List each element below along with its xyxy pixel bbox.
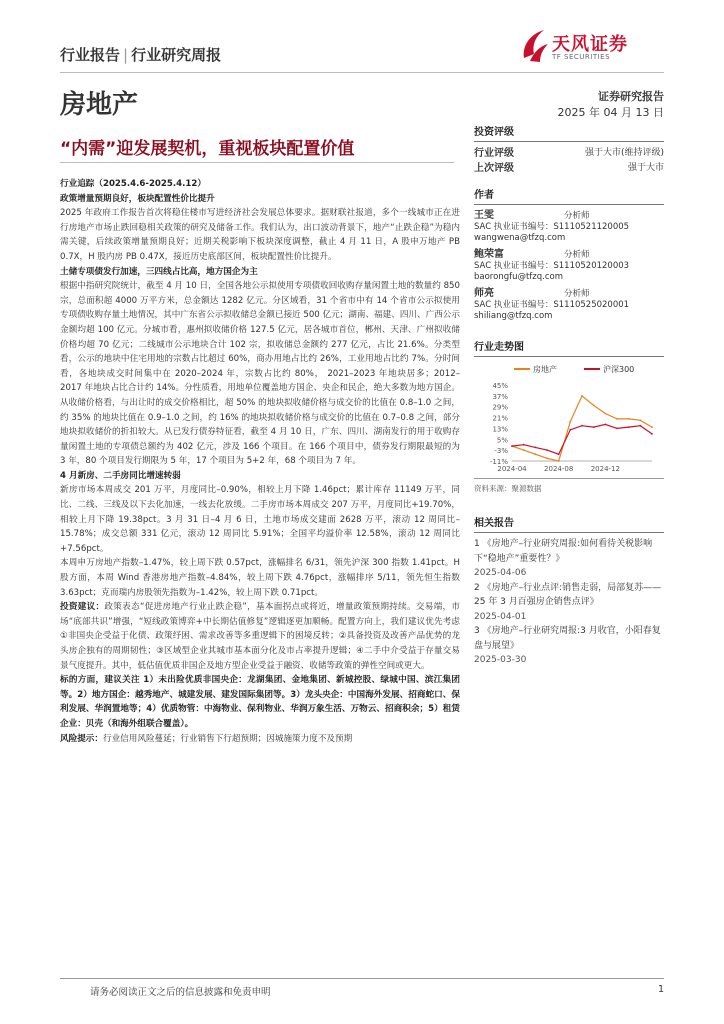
header-divider (60, 72, 664, 73)
related-report-item[interactable] (474, 537, 664, 581)
data-point (546, 449, 548, 451)
x-tick-label: 2024-08 (544, 465, 574, 473)
trend-section (474, 338, 664, 494)
data-point (569, 421, 571, 423)
author-card (474, 249, 664, 283)
rating-value: 强于大市(维持评级) (584, 148, 664, 158)
data-point (616, 428, 618, 430)
data-point (534, 447, 536, 449)
chart-source: 资料来源：聚源数据 (474, 484, 542, 493)
rating-label: 上次评级 (474, 163, 514, 174)
data-point (534, 453, 536, 455)
y-tick-label: 5% (496, 436, 508, 445)
related-report-title[interactable]: 3 《房地产–行业研究周报:3 月收官，小阳春复盘与展望》 (474, 626, 661, 651)
report-type-label: 行业报告 (60, 46, 121, 64)
y-tick-label: 21% (492, 414, 508, 423)
related-heading: 相关报告 (474, 514, 664, 533)
y-tick-label: 29% (492, 403, 508, 412)
related-report-date: 2025-03-30 (474, 655, 527, 665)
data-point (523, 444, 525, 446)
data-point (604, 424, 606, 426)
related-report-title[interactable]: 2 《房地产–行业点评:销售走弱，局部复苏——25 年 3 月百强房企销售点评》 (474, 582, 662, 607)
authors-heading: 作者 (474, 186, 664, 205)
related-report-title[interactable]: 1 《房地产–行业研究周报:如何看待关税影响下“稳地产”重要性？》 (474, 539, 653, 564)
body-paragraph (60, 600, 460, 673)
body-paragraph: 4 月新房、二手房同比增速转弱 (60, 470, 181, 481)
author-card (474, 288, 664, 322)
paragraph-text: 政策表态“促进房地产行业止跌企稳”，基本面拐点或将近，增量政策预期持续。交易端，市场“底部共识”增强，“短线政策博弈+中长期估值修复”逻辑逐更加顺畅。配置方向上，我们建议优先考虑①非国央企受益于化债、政策纾困、需求改善等多重逻辑下的困境反转；②具备投资及改善产品优势的龙头房企独有的周期韧性；③区域型企业其城市基本面分化及市占率提升逻辑；④二手中介受益于存量交易景气度提升。其中，低估值优质非国企及地方型企业受益于融资、收储等政策的弹性空间或更大。 (60, 602, 460, 671)
report-category (60, 44, 221, 65)
rating-value: 强于大市 (627, 163, 664, 173)
related-section (474, 514, 664, 668)
x-tick-label: 2024-12 (590, 465, 620, 473)
title-divider (60, 162, 454, 163)
body-paragraph: 根据中指研究院统计，截至 4 月 10 日，全国各地公示拟使用专项债收回收购存量闲置土地的数量约 850 宗，总面积超 4000 万平方米，总金额达 1282 亿元。分区域看，31 个省市中有 14 个省市公示拟使用专项债收购存量土地情况，其中广东省公示拟收储总金额已接近 500 亿元；湖南、福建、四川、广西公示金额均超 100 亿元。分城市看，惠州拟收储价格 127.5 亿元，居各城市首位，郴州、天津、广州拟收储价格均超 70 亿元；二线城市公示地块合计 102 宗，拟收储总金额约 277 亿元，占比 21.6%。分类型看，公示的地块中住宅用地的宗数占比超过 60%，商办用地占比约 26%，工业用地占比约 7%。分时间看，各地块成交时间集中在 2020–2024 年，宗数占比约 80%， 2021–2023 年地块居多；2012–2017 年地块占比合计约 14%。分性质看，用地单位覆盖地方国企、央企和民企，绝大多数为地方国企。从收储价格看，与出让时的成交价格相比，超 50% 的地块拟收储价格与成交价的比值在 0.8–1.0 之间，约 35% 的地块比值在 0.9–1.0 之间，约 16% 的地块拟收储价格与成交价的比值在 0.7–0.8 之间，部分地块拟收储价的折扣较大。从已发行债券特征看，截至 4 月 10 日，广东、四川、湖南发行的用于收购存量闲置土地的专项债总额约为 402 亿元，涉及 166 个项目。在 166 个项目中，债券发行期限最短的为 3 年，80 个项目发行期限为 5 年，17 个项目为 5+2 年，68 个项目为 7 年。 (60, 281, 460, 467)
report-subtype-label: 行业研究周报 (131, 46, 222, 64)
data-point (511, 445, 513, 447)
body-paragraph: 2025 年政府工作报告首次将稳住楼市写进经济社会发展总体要求。据财联社报道，多个一线城市正在进行房地产市场止跌回稳相关政策的研究及储备工作。我们认为，出口波动背景下，地产“止跌企稳”为稳内需关键，后续政策增量预期良好；近期关税影响下板块深度调整，截止 4 月 11 日，A 股申万地产 PB 0.7X，H 股内房 PB 0.47X，接近历史底部区间，板块配置性价比提升。 (60, 208, 460, 262)
series-line (512, 396, 652, 461)
author-role: 分析师 (564, 250, 590, 260)
trend-chart (474, 357, 664, 479)
data-point (639, 419, 641, 421)
body-paragraph (60, 732, 460, 747)
trend-heading: 行业走势图 (474, 338, 664, 357)
body-paragraph: 新房市场本周成交 201 万平，月度同比–0.90%，相较上月下降 1.46pct；累计库存 11149 万平，同比、二线、三线及以下去化加速，一线去化放缓。二手房市场本周成交 207 万平，月度同比+19.70%，相较上月下降 19.38pct。3 月 31 日–4 月 6 日，土地市场成交建面 2628 万平，滚动 12 周同比–15.78%；成交总额 331 亿元，滚动 12 周同比 5.91%；全国平均溢价率 12.58%，滚动 12 周同比+7.56pct。 (60, 485, 460, 554)
series-line (512, 424, 652, 454)
related-report-item[interactable] (474, 581, 664, 625)
data-point (523, 449, 525, 451)
data-point (593, 405, 595, 407)
author-cert: SAC 执业证书编号：S1110521120005 (474, 222, 630, 232)
author-role: 分析师 (564, 211, 590, 221)
related-report-date: 2025-04-06 (474, 568, 527, 578)
data-point (651, 426, 653, 428)
author-card (474, 210, 664, 244)
data-point (558, 460, 560, 462)
y-tick-label: 45% (492, 382, 508, 390)
rating-section (474, 123, 664, 176)
data-point (546, 457, 548, 459)
author-email[interactable]: shiliang@tfzq.com (474, 311, 553, 321)
data-point (604, 413, 606, 415)
author-cert: SAC 执业证书编号：S1110525020001 (474, 300, 630, 310)
data-point (639, 425, 641, 427)
y-tick-label: -11% (489, 458, 508, 466)
logo-wordmark: 天风证券 (552, 34, 628, 55)
report-body (60, 177, 460, 746)
authors-section (474, 186, 664, 322)
author-cert: SAC 执业证书编号：S1110520120003 (474, 261, 630, 271)
data-point (616, 418, 618, 420)
data-point (581, 395, 583, 397)
data-point (628, 418, 630, 420)
data-point (569, 429, 571, 431)
author-email[interactable]: wangwena@tfzq.com (474, 233, 566, 243)
data-point (628, 426, 630, 428)
legend-label: 沪深300 (603, 365, 635, 374)
author-name: 鲍荣富 (474, 249, 504, 260)
legend-label: 房地产 (533, 365, 557, 374)
author-role: 分析师 (564, 289, 590, 299)
paragraph-lead: 风险提示： (60, 733, 103, 744)
paragraph-text: 行业信用风险蔓延；行业销售下行超预期；因城施策力度不及预期 (102, 733, 353, 744)
footer-disclaimer: 请务必阅读正文之后的信息披露和免责申明 (90, 987, 271, 998)
x-tick-label: 2024-04 (497, 465, 527, 473)
data-point (593, 426, 595, 428)
rating-row-previous (474, 161, 664, 176)
report-date: 2025 年 04 月 13 日 (557, 106, 664, 119)
rating-heading: 投资评级 (474, 123, 664, 142)
body-paragraph: 行业追踪（2025.4.6-2025.4.12） (60, 179, 206, 189)
header-separator: | (123, 46, 129, 64)
related-report-item[interactable] (474, 624, 664, 668)
data-point (651, 433, 653, 435)
sector-title: 房地产 (60, 90, 139, 120)
y-tick-label: 37% (492, 392, 508, 401)
logo-mark-icon (520, 28, 550, 64)
author-name: 王雯 (474, 210, 494, 221)
trend-chart-svg (474, 357, 664, 475)
logo-english: TF SECURITIES (552, 53, 611, 61)
footer-divider (60, 978, 664, 979)
author-name: 师亮 (474, 288, 494, 299)
rating-row-industry (474, 146, 664, 161)
y-tick-label: 13% (492, 425, 508, 434)
body-paragraph: 标的方面，建议关注 1）未出险优质非国央企：龙湖集团、金地集团、新城控股、绿城中国、滨江集团等。2）地方国企：越秀地产、城建发展、建发国际集团等。3）龙头央企：中国海外发展、招商蛇口、保利发展、华润置地等；4）优质物管：中海物业、保利物业、华润万象生活、万物云、招商积余；5）租赁企业：贝壳（和海外组联合覆盖）。 (60, 675, 460, 729)
paragraph-lead: 投资建议： (60, 602, 105, 613)
rating-label: 行业评级 (474, 148, 514, 159)
related-list (474, 537, 664, 668)
related-report-date: 2025-04-01 (474, 611, 527, 622)
report-type: 证券研究报告 (598, 90, 664, 103)
data-point (558, 453, 560, 455)
y-tick-label: -3% (494, 447, 508, 456)
page-number: 1 (657, 984, 664, 995)
data-point (581, 425, 583, 427)
author-email[interactable]: baorongfu@tfzq.com (474, 272, 564, 282)
body-paragraph: 政策增量预期良好，板块配置性价比提升 (60, 193, 215, 204)
body-paragraph: 本周申万房地产指数–1.47%，较上周下跌 0.57pct，涨幅排名 6/31，领先沪深 300 指数 1.41pct。H 股方面，本周 Wind 香港房地产指数–4.84%，较上周下跌 4.76pct，涨幅排序 5/11，领先恒生指数 3.63pct；克而瑞内房股领先指数为–1.42%，较上周下跌 0.71pct。 (60, 558, 460, 598)
body-paragraph: 土储专项债发行加速，三四线占比高，地方国企为主 (60, 266, 258, 277)
report-title: “内需”迎发展契机，重视板块配置价值 (60, 139, 355, 159)
